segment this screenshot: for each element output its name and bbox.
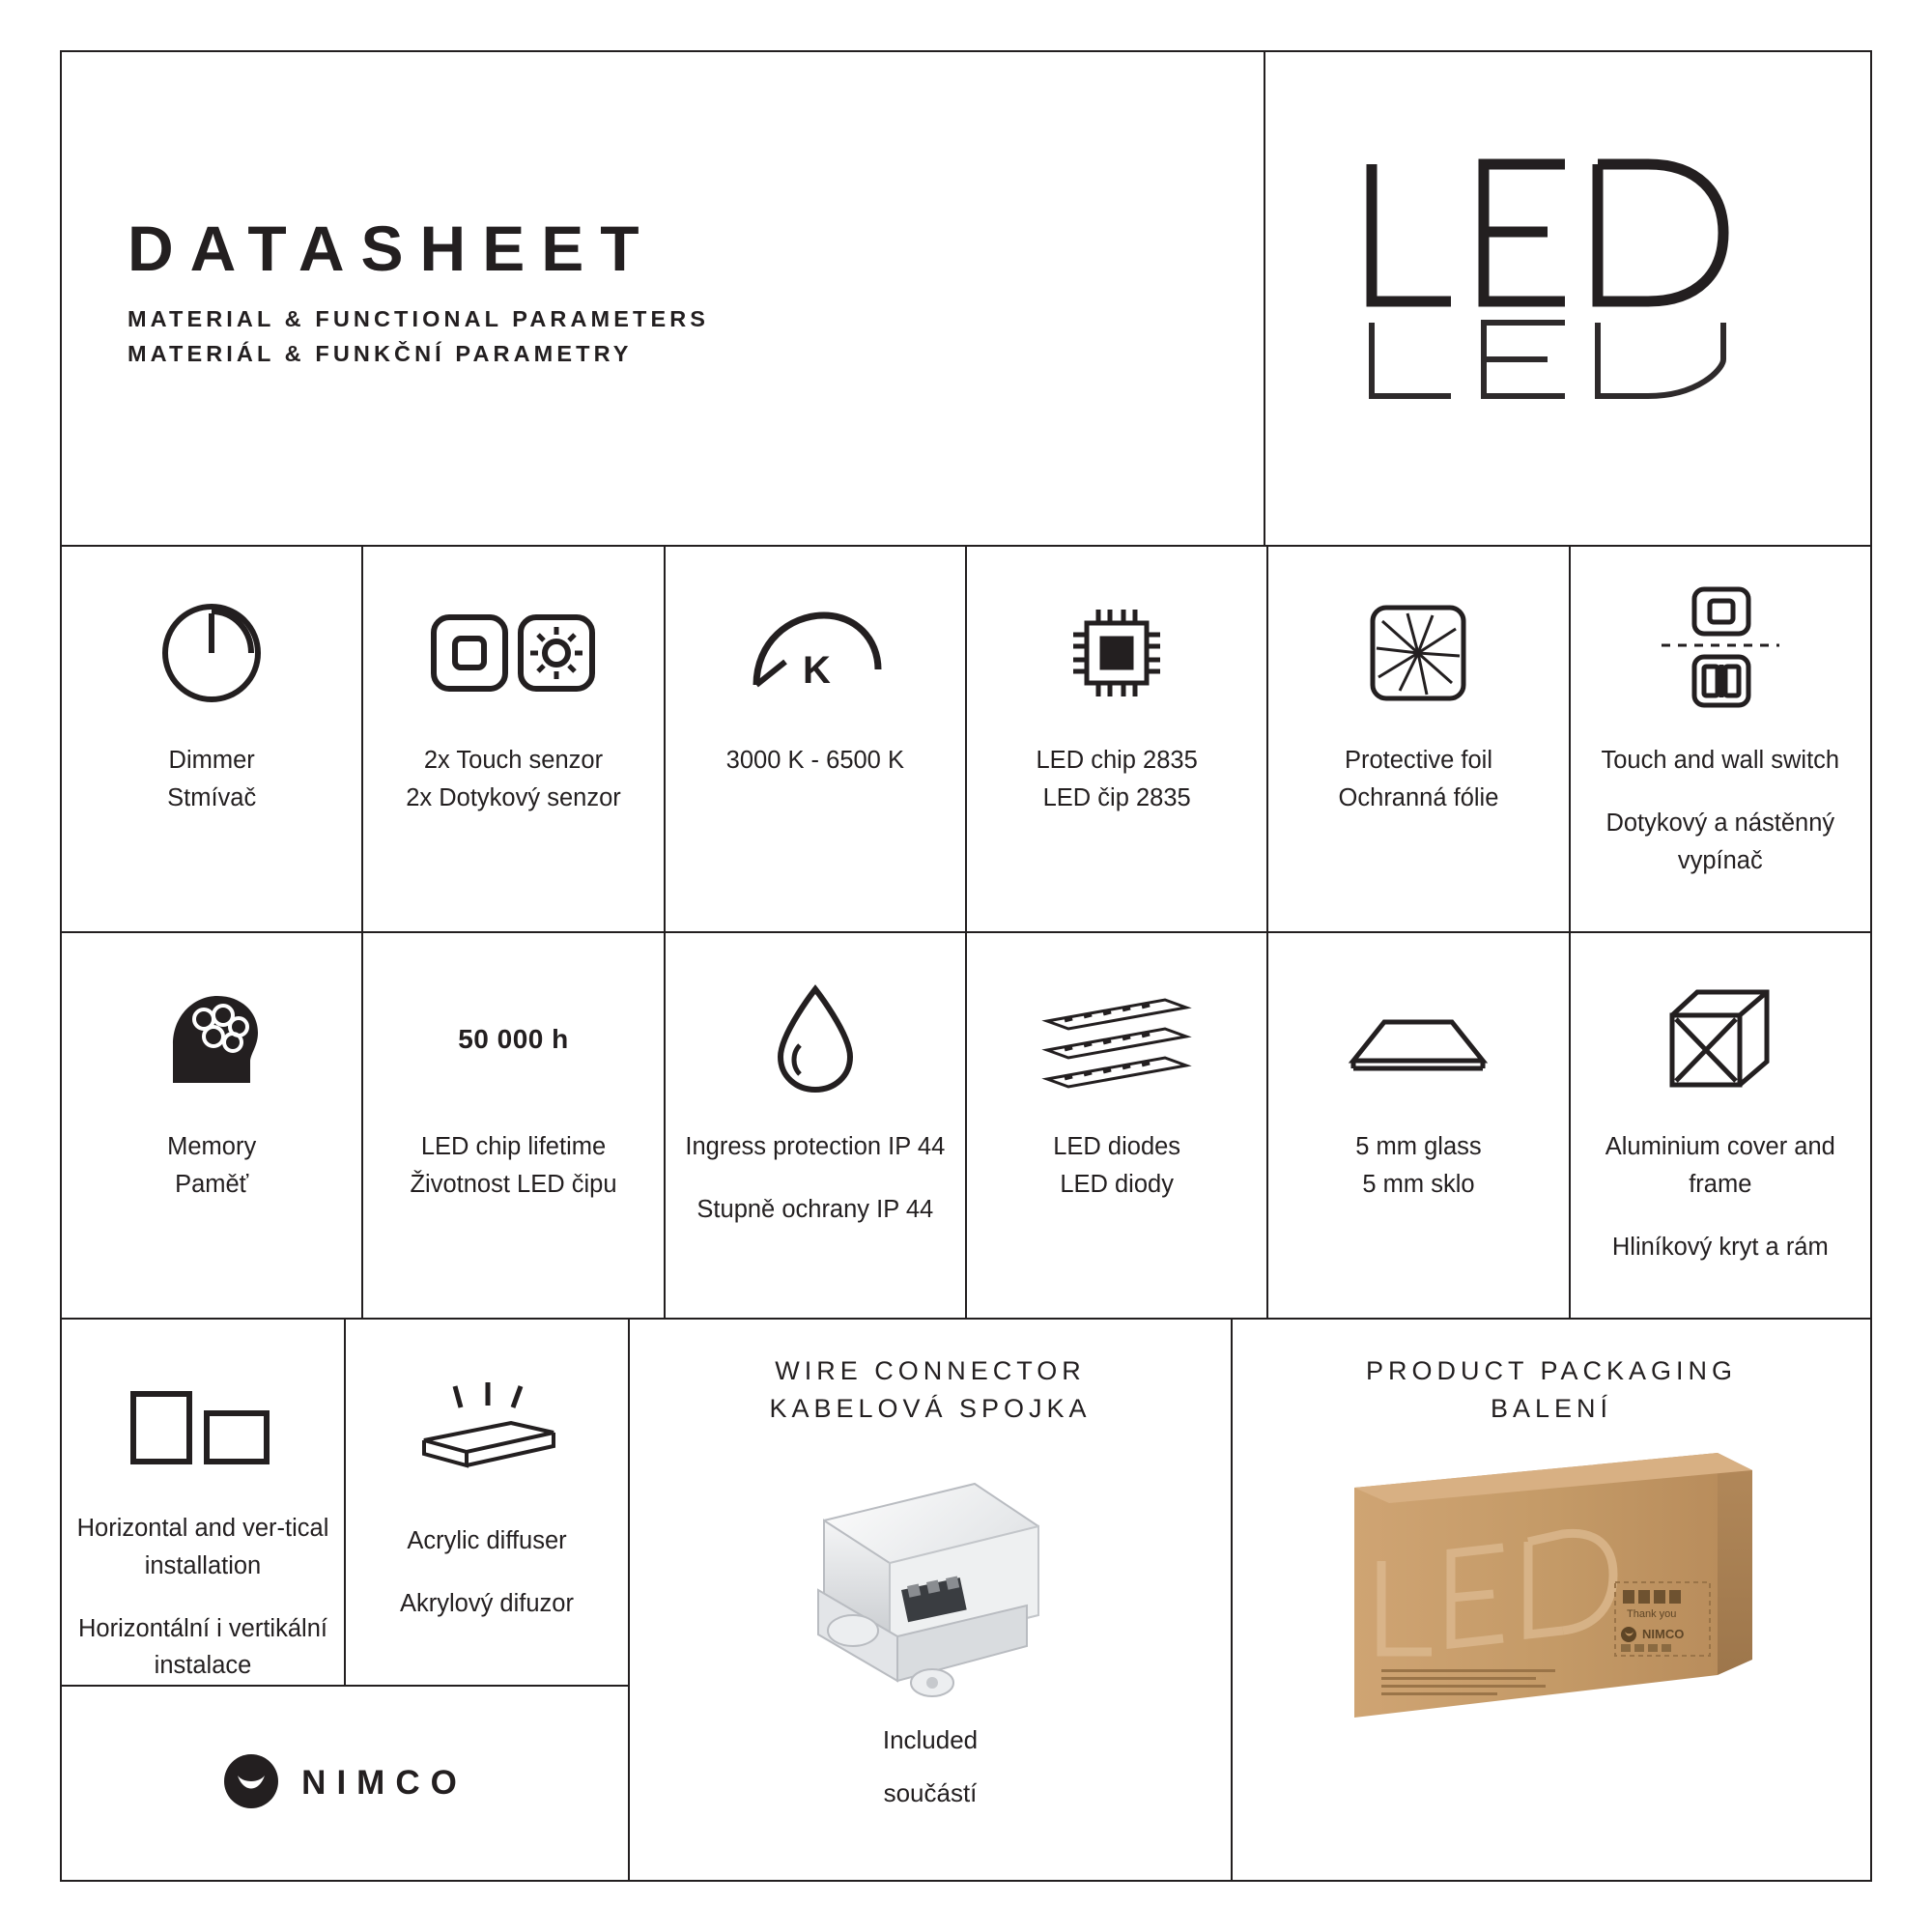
feature-label-cz: 2x Dotykový senzor: [406, 783, 621, 811]
feature-dimmer: [62, 547, 363, 931]
feature-color-temperature: [666, 547, 967, 931]
feature-label-en: LED chip lifetime: [420, 1133, 607, 1160]
feature-glass: [1268, 933, 1570, 1318]
svg-text:Thank you: Thank you: [1627, 1608, 1677, 1621]
orientation-icon: [126, 1366, 280, 1489]
features-row-2: [62, 933, 1870, 1320]
wire-connector-title-en: WIRE CONNECTOR: [775, 1356, 1086, 1385]
header: [62, 52, 1870, 547]
page-subtitle: [128, 301, 1264, 372]
subtitle-en: MATERIAL & FUNCTIONAL PARAMETERS: [128, 306, 710, 331]
lifetime-hours-text: [458, 972, 569, 1107]
header-right: [1265, 52, 1870, 545]
feature-label-cz: LED čip 2835: [1042, 783, 1191, 811]
packaging-title-en: PRODUCT PACKAGING: [1365, 1356, 1738, 1385]
wire-connector-section: [630, 1320, 1233, 1880]
header-left: [62, 52, 1265, 545]
acrylic-diffuser-icon: [405, 1366, 569, 1501]
memory-head-icon: [154, 972, 270, 1107]
feature-label-en: Memory: [167, 1133, 257, 1160]
lifetime-value: 50 000 h: [458, 1024, 569, 1054]
product-box-photo: [1339, 1445, 1764, 1735]
feature-led-diodes: [967, 933, 1268, 1318]
feature-label-cz: 5 mm sklo: [1362, 1170, 1475, 1198]
brand-bar: [62, 1685, 630, 1880]
bottom-left: [62, 1320, 630, 1880]
led-strip-icon: [1039, 972, 1194, 1107]
feature-protective-foil: [1268, 547, 1570, 931]
feature-touch-wall-switch: [1571, 547, 1870, 931]
page-title: DATASHEET: [128, 213, 656, 284]
feature-label-en: LED diodes: [1053, 1133, 1181, 1160]
feature-label-cz: Akrylový difuzor: [400, 1589, 574, 1617]
feature-label-en: Protective foil: [1344, 747, 1492, 774]
water-drop-icon: [767, 972, 864, 1107]
subtitle-cz: MATERIÁL & FUNKČNÍ PARAMETRY: [128, 341, 633, 367]
led-chip-icon: [1064, 585, 1170, 721]
feature-acrylic-diffuser: [346, 1320, 630, 1685]
feature-label-cz: LED diody: [1060, 1170, 1174, 1198]
feature-led-lifetime: [363, 933, 665, 1318]
feature-label-cz: Paměť: [175, 1170, 249, 1198]
feature-led-chip: [967, 547, 1268, 931]
feature-label-en: Aluminium cover and frame: [1605, 1133, 1835, 1198]
feature-label-en: LED chip 2835: [1036, 747, 1198, 774]
feature-label-en: Dimmer: [168, 747, 255, 774]
nimco-logo-icon: [222, 1752, 280, 1815]
svg-text:K: K: [802, 649, 831, 692]
bottom-section: [62, 1320, 1870, 1880]
feature-label-en: 2x Touch senzor: [423, 747, 604, 774]
packaging-title-cz: BALENÍ: [1490, 1394, 1613, 1424]
feature-label-en: 3000 K - 6500 K: [725, 747, 904, 774]
aluminium-frame-icon: [1662, 972, 1778, 1107]
feature-label-cz: Hliníkový kryt a rám: [1611, 1233, 1829, 1261]
feature-label-cz: Horizontální i vertikální instalace: [78, 1614, 327, 1680]
led-logo: [1358, 158, 1745, 429]
protective-foil-icon: [1365, 585, 1471, 721]
dimmer-icon: [158, 585, 265, 721]
feature-label-cz: Životnost LED čipu: [410, 1170, 617, 1198]
wire-connector-title-cz: KABELOVÁ SPOJKA: [769, 1394, 1092, 1424]
touch-wall-switch-icon: [1658, 585, 1783, 721]
feature-label-cz: Stmívač: [167, 783, 257, 811]
feature-label-en: Ingress protection IP 44: [685, 1133, 946, 1160]
wire-connector-photo: [785, 1445, 1075, 1706]
feature-memory: [62, 933, 363, 1318]
datasheet-frame: [60, 50, 1872, 1882]
feature-label-cz: Dotykový a nástěnný vypínač: [1605, 809, 1835, 874]
feature-label-en: 5 mm glass: [1355, 1133, 1482, 1160]
feature-aluminium-frame: [1571, 933, 1870, 1318]
svg-text:NIMCO: NIMCO: [1642, 1627, 1685, 1642]
brand-name: NIMCO: [301, 1764, 468, 1802]
color-temperature-icon: [743, 585, 888, 721]
wire-connector-caption-en: Included: [882, 1725, 979, 1755]
feature-label-en: Acrylic diffuser: [407, 1527, 567, 1554]
feature-label-en: Touch and wall switch: [1601, 747, 1840, 774]
features-row-3: [62, 1320, 630, 1685]
feature-orientation: [62, 1320, 346, 1685]
feature-label-cz: Stupně ochrany IP 44: [696, 1195, 934, 1223]
features-row-1: [62, 547, 1870, 933]
feature-touch-sensor: [363, 547, 665, 931]
feature-ingress-protection: [666, 933, 967, 1318]
feature-label-en: Horizontal and ver-tical installation: [76, 1515, 329, 1579]
wire-connector-caption-cz: součástí: [883, 1778, 978, 1808]
feature-label-cz: Ochranná fólie: [1338, 783, 1499, 811]
packaging-section: [1233, 1320, 1870, 1880]
glass-panel-icon: [1346, 972, 1491, 1107]
touch-sensor-icon: [426, 585, 600, 721]
